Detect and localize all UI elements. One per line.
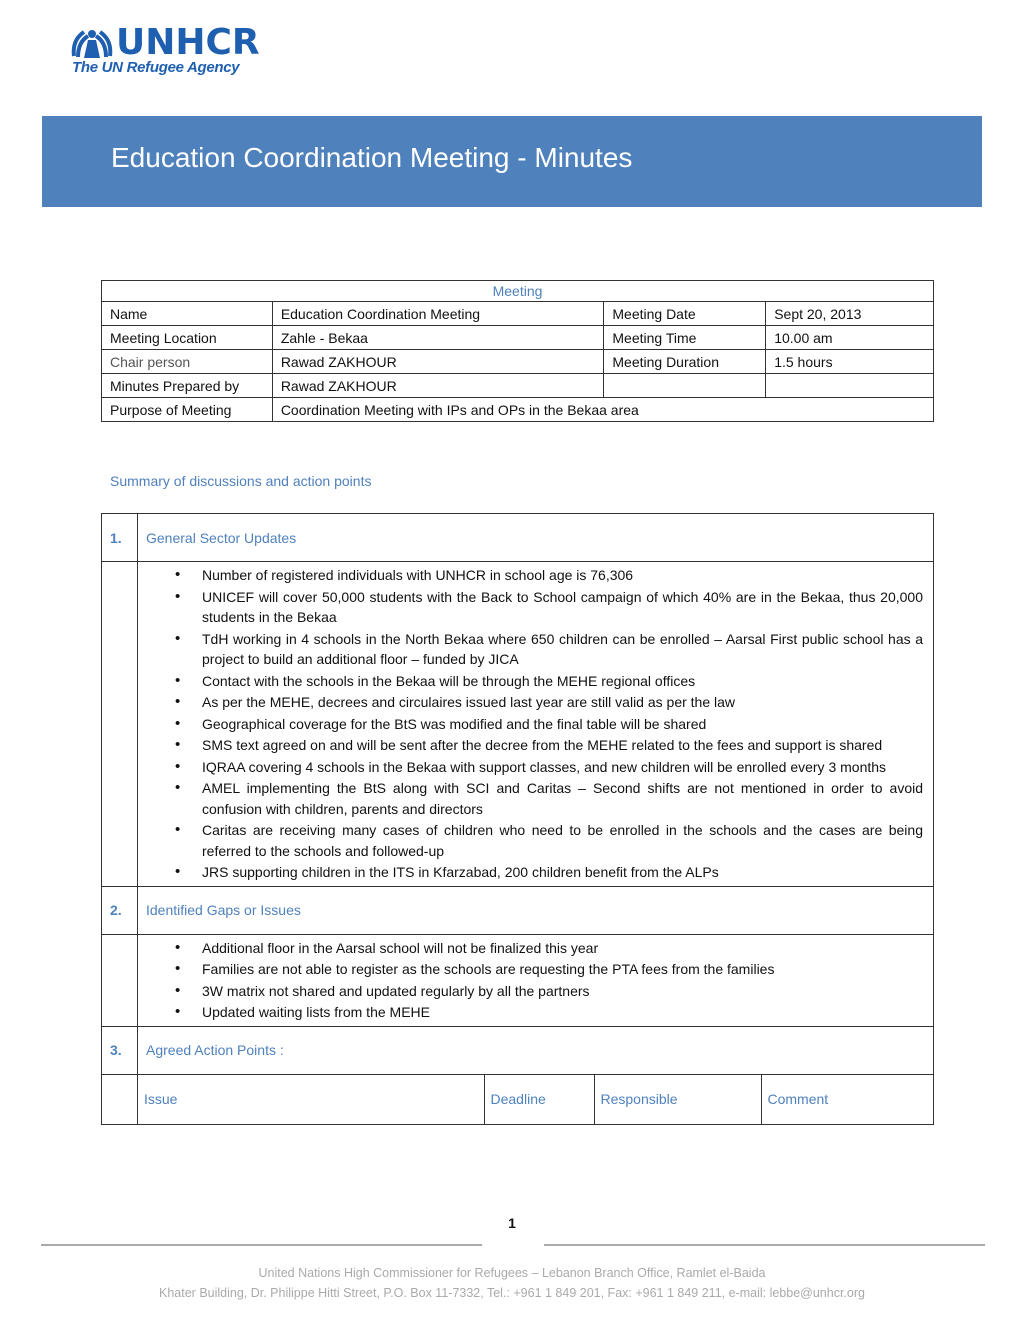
section-title: Agreed Action Points : (138, 1026, 934, 1074)
date-label: Meeting Date (604, 302, 766, 326)
spacer-cell (102, 562, 138, 887)
meeting-caption: Meeting (102, 281, 934, 302)
list-item: • SMS text agreed on and will be sent after the decree from the MEHE related to the fees and support is shared (202, 735, 923, 756)
section-2-body (138, 934, 934, 1026)
footer-line-1: United Nations High Commissioner for Refugees – Lebanon Branch Office, Ramlet el-Baida (258, 1266, 766, 1280)
prepared-value: Rawad ZAKHOUR (272, 374, 604, 398)
bullet-list (138, 565, 923, 883)
purpose-value: Coordination Meeting with IPs and OPs in the Bekaa area (272, 398, 933, 422)
spacer-cell (102, 934, 138, 1026)
list-item: • UNICEF will cover 50,000 students with the Back to School campaign of which 40% are in the Bekaa, thus 20,000 students in the Bekaa (202, 587, 923, 628)
section-title: Identified Gaps or Issues (138, 886, 934, 934)
spacer-cell (102, 1074, 138, 1124)
footer-line-2: Khater Building, Dr. Philippe Hitti Street, P.O. Box 11-7332, Tel.: +961 1 849 201, Fax: +961 1 849 211, e-mail: lebbe@unhcr.org (159, 1286, 865, 1300)
list-item: • As per the MEHE, decrees and circulaires issued last year are still valid as per the law (202, 692, 923, 713)
footer-divider (41, 1244, 482, 1246)
prepared-label: Minutes Prepared by (102, 374, 273, 398)
logo-wordmark: UNHCR (116, 22, 260, 63)
logo-tagline: The UN Refugee Agency (72, 59, 240, 76)
summary-heading: Summary of discussions and action points (110, 473, 372, 489)
list-item: • AMEL implementing the BtS along with SCI and Caritas – Second shifts are not mentioned in order to avoid confusion with children, parents and directors (202, 778, 923, 819)
page-title: Education Coordination Meeting - Minutes (111, 142, 633, 173)
column-header-issue: Issue (144, 1091, 178, 1107)
time-value: 10.00 am (766, 326, 934, 350)
duration-label: Meeting Duration (604, 350, 766, 374)
section-1-body (138, 562, 934, 887)
column-header-responsible: Responsible (594, 1075, 761, 1124)
section-number: 2. (102, 886, 138, 934)
list-item: • Additional floor in the Aarsal school will not be finalized this year (202, 938, 923, 959)
unhcr-emblem-icon (70, 26, 114, 60)
date-value: Sept 20, 2013 (766, 302, 934, 326)
discussion-table (101, 513, 934, 1125)
meeting-info-table (101, 280, 934, 422)
location-label: Meeting Location (102, 326, 273, 350)
column-header-deadline: Deadline (484, 1075, 594, 1124)
section-number: 3. (102, 1026, 138, 1074)
list-item: • Families are not able to register as the schools are requesting the PTA fees from the families (202, 959, 923, 980)
action-points-header (138, 1074, 934, 1124)
duration-value: 1.5 hours (766, 350, 934, 374)
name-label: Name (102, 302, 273, 326)
list-item: • TdH working in 4 schools in the North Bekaa where 650 children can be enrolled – Aarsal First public school has a project to build an additional floor – funded by JICA (202, 629, 923, 670)
action-points-table (138, 1075, 933, 1124)
chair-value: Rawad ZAKHOUR (272, 350, 604, 374)
empty-cell (766, 374, 934, 398)
list-item: • 3W matrix not shared and updated regularly by all the partners (202, 981, 923, 1002)
list-item: • JRS supporting children in the ITS in Kfarzabad, 200 children benefit from the ALPs (202, 862, 923, 883)
title-banner (42, 116, 982, 207)
list-item: • Number of registered individuals with UNHCR in school age is 76,306 (202, 565, 923, 586)
page-number: 1 (508, 1215, 516, 1231)
section-number: 1. (102, 514, 138, 562)
list-item: • Geographical coverage for the BtS was modified and the final table will be shared (202, 714, 923, 735)
list-item: • Caritas are receiving many cases of children who need to be enrolled in the schools and the cases are being referred to the schools and followed-up (202, 820, 923, 861)
time-label: Meeting Time (604, 326, 766, 350)
unhcr-logo (70, 22, 260, 76)
section-title: General Sector Updates (138, 514, 934, 562)
list-item: • Contact with the schools in the Bekaa will be through the MEHE regional offices (202, 671, 923, 692)
empty-cell (604, 374, 766, 398)
location-value: Zahle - Bekaa (272, 326, 604, 350)
purpose-label: Purpose of Meeting (102, 398, 273, 422)
chair-label: Chair person (102, 350, 273, 374)
footer-divider (544, 1244, 985, 1246)
list-item: • Updated waiting lists from the MEHE (202, 1002, 923, 1023)
bullet-list (138, 938, 923, 1023)
column-header-comment: Comment (761, 1075, 933, 1124)
name-value: Education Coordination Meeting (272, 302, 604, 326)
list-item: • IQRAA covering 4 schools in the Bekaa with support classes, and new children will be enrolled every 3 months (202, 757, 923, 778)
